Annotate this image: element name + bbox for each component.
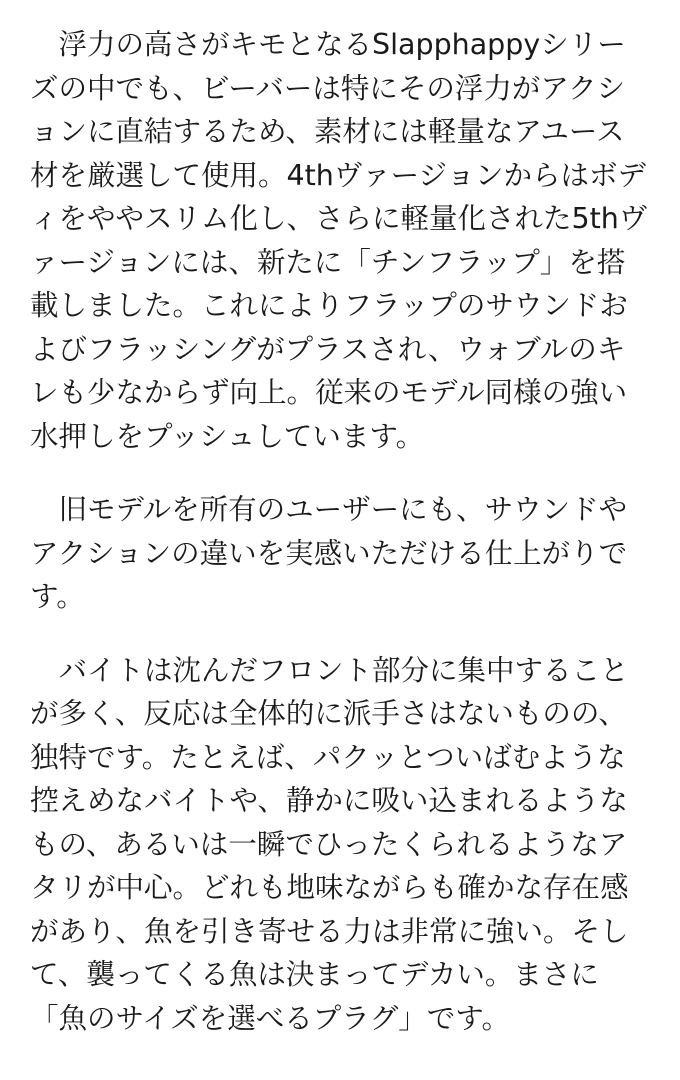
paragraph-old-model-note: 旧モデルを所有のユーザーにも、サウンドやアクションの違いを実感いただける仕上がりです。: [30, 493, 628, 613]
paragraph-bite-description: バイトは沈んだフロント部分に集中することが多く、反応は全体的に派手さはないものの、独特です。たとえば、パクッとついばむような控えめなバイトや、静かに吸い込まれるようなもの、あるいは一瞬でひったくられるようなアタリが中心。どれも地味ながらも確かな存在感があり、魚を引き寄せる力は非常に強い。そして、襲ってくる魚は決まってデカい。まさに「魚のサイズを選べるプラグ」です。: [30, 653, 629, 1035]
paragraph-buoyancy-description: 浮力の高さがキモとなるSlapphappyシリーズの中でも、ビーバーは特にその浮力がアクションに直結するため、素材には軽量なアユース材を厳選して使用。4thヴァージョンからはボディをややスリム化し、さらに軽量化された5thヴァージョンには、新たに「チンフラップ」を搭載しました。これによりフラップのサウンドおよびフラッシングがプラスされ、ウォブルのキレも少なからず向上。従来のモデル同様の強い水押しをプッシュしています。: [30, 28, 648, 453]
